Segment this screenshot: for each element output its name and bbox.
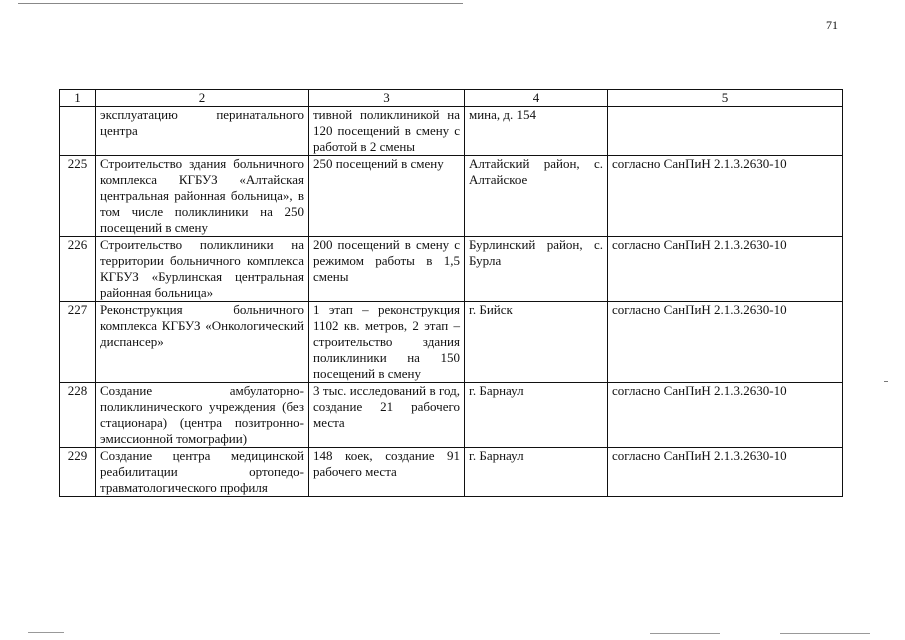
- column-header: 5: [608, 90, 843, 107]
- location-cell: г. Бийск: [465, 302, 608, 383]
- location-cell: мина, д. 154: [465, 107, 608, 156]
- page-number: 71: [826, 18, 838, 32]
- location-cell: г. Барнаул: [465, 448, 608, 497]
- row-number: 225: [60, 156, 96, 237]
- scan-artifact-line: [650, 633, 720, 634]
- capacity-cell: 1 этап – реконструкция 1102 кв. метров, 2 этап – строительство здания поликлиники на 150 посещений в смену: [309, 302, 465, 383]
- column-header: 1: [60, 90, 96, 107]
- capacity-cell: 148 коек, создание 91 рабочего места: [309, 448, 465, 497]
- column-header: 3: [309, 90, 465, 107]
- scan-top-line: [18, 3, 463, 4]
- scan-artifact-line: [28, 632, 64, 633]
- note-cell: согласно СанПиН 2.1.3.2630-10: [608, 448, 843, 497]
- location-cell: Алтайский район, с. Алтайское: [465, 156, 608, 237]
- table-row: [60, 448, 843, 497]
- capacity-cell: 3 тыс. исследований в год, создание 21 рабочего места: [309, 383, 465, 448]
- row-number: 226: [60, 237, 96, 302]
- location-cell: Бурлинский район, с. Бурла: [465, 237, 608, 302]
- row-number: 227: [60, 302, 96, 383]
- note-cell: [608, 107, 843, 156]
- capacity-cell: тивной поликлиникой на 120 посещений в смену с работой в 2 смены: [309, 107, 465, 156]
- object-name-cell: Создание амбулаторно-поликлинического учреждения (без стационара) (центра позитронно-эмиссионной томографии): [96, 383, 309, 448]
- scan-artifact-line: [780, 633, 870, 634]
- table-header-row: [60, 90, 843, 107]
- object-name-cell: Строительство поликлиники на территории больничного комплекса КГБУЗ «Бурлинская центральная районная больница»: [96, 237, 309, 302]
- capacity-cell: 200 посещений в смену с режимом работы в 1,5 смены: [309, 237, 465, 302]
- location-cell: г. Барнаул: [465, 383, 608, 448]
- table-row: [60, 302, 843, 383]
- row-number: [60, 107, 96, 156]
- capacity-cell: 250 посещений в смену: [309, 156, 465, 237]
- object-name-cell: Реконструкция больничного комплекса КГБУЗ «Онкологический диспансер»: [96, 302, 309, 383]
- table-row: [60, 107, 843, 156]
- column-header: 2: [96, 90, 309, 107]
- row-number: 229: [60, 448, 96, 497]
- object-name-cell: Создание центра медицинской реабилитации ортопедо-травматологического профиля: [96, 448, 309, 497]
- table-row: [60, 383, 843, 448]
- row-number: 228: [60, 383, 96, 448]
- table-row: [60, 156, 843, 237]
- note-cell: согласно СанПиН 2.1.3.2630-10: [608, 302, 843, 383]
- object-name-cell: эксплуатацию перинатального центра: [96, 107, 309, 156]
- document-table: [59, 89, 843, 497]
- object-name-cell: Строительство здания больничного комплекса КГБУЗ «Алтайская центральная районная больница», в том числе поликлиники на 250 посещений в смену: [96, 156, 309, 237]
- note-cell: согласно СанПиН 2.1.3.2630-10: [608, 237, 843, 302]
- note-cell: согласно СанПиН 2.1.3.2630-10: [608, 156, 843, 237]
- table-row: [60, 237, 843, 302]
- scan-artifact-mark: [884, 381, 888, 382]
- column-header: 4: [465, 90, 608, 107]
- note-cell: согласно СанПиН 2.1.3.2630-10: [608, 383, 843, 448]
